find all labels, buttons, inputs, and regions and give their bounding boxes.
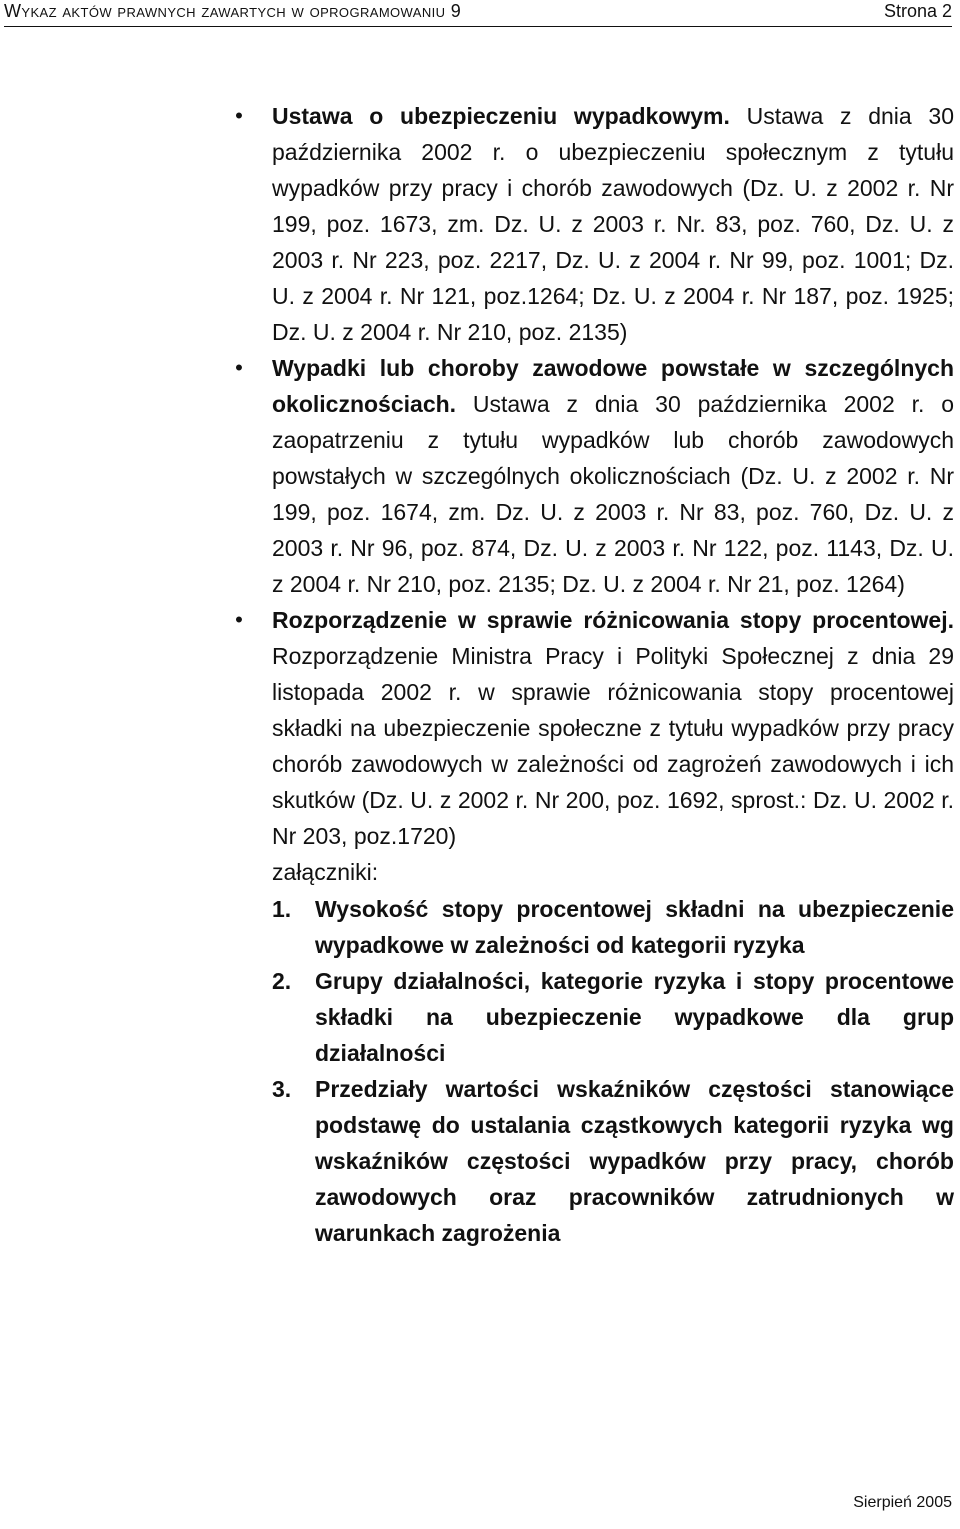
entry-title: Rozporządzenie w sprawie różnicowania stopy procentowej. — [272, 607, 954, 633]
attachments-list — [272, 891, 954, 1251]
attachment-item — [272, 963, 954, 1071]
bullet-icon: • — [235, 607, 243, 632]
entry-body: Ustawa z dnia 30 października 2002 r. o zaopatrzeniu z tytułu wypadków lub chorób zawodowych powstałych w szczególnych okolicznościach (Dz. U. z 2002 r. Nr 199, poz. 1674, zm. Dz. U. z 2003 r. Nr 83, poz. 760, Dz. U. z 2003 r. Nr 96, poz. 874, Dz. U. z 2003 r. Nr 122, poz. 1143, Dz. U. z 2004 r. Nr 210, poz. 2135; Dz. U. z 2004 r. Nr 21, poz. 1264) — [272, 391, 955, 597]
attachment-item — [272, 1071, 954, 1251]
attachment-item — [272, 891, 954, 963]
footer-date: Sierpień 2005 — [853, 1494, 952, 1511]
bullet-icon: • — [235, 103, 243, 128]
entry-title: Ustawa o ubezpieczeniu wypadkowym. — [272, 103, 730, 129]
entry-title: Wypadki lub choroby zawodowe powstałe w szczególnych okolicznościach. — [272, 355, 954, 417]
entry-body: Ustawa z dnia 30 października 2002 r. o ubezpieczeniu społecznym z tytułu wypadków przy pracy i chorób zawodowych (Dz. U. z 2002 r. Nr 199, poz. 1673, zm. Dz. U. z 2003 r. Nr. 83, poz. 760, Dz. U. z 2003 r. Nr 223, poz. 2217, Dz. U. z 2004 r. Nr 99, poz. 1001; Dz. U. z 2004 r. Nr 121, poz.1264; Dz. U. z 2004 r. Nr 187, poz. 1925; Dz. U. z 2004 r. Nr 210, poz. 2135) — [272, 103, 954, 345]
list-item-wypadki-choroby — [235, 350, 955, 602]
item-number: 2. — [272, 968, 292, 994]
bullet-icon: • — [235, 355, 243, 380]
item-text: Przedziały wartości wskaźników częstości stanowiące podstawę do ustalania cząstkowych kategorii ryzyka wg wskaźników częstości wypadków przy pracy, chorób zawodowych oraz pracowników zatrudnionych w warunkach zagrożenia — [315, 1076, 954, 1246]
list-item-rozporzadzenie — [235, 602, 954, 854]
page-header — [4, 0, 952, 27]
list-item-ustawa-ubezpieczenie — [235, 98, 954, 350]
header-title: Wykaz aktów prawnych zawartych w oprogramowaniu 9 — [4, 1, 462, 21]
attachments-label: załączniki: — [272, 859, 379, 885]
item-text: Wysokość stopy procentowej składni na ubezpieczenie wypadkowe w zależności od kategorii ryzyka — [315, 896, 954, 958]
page-number: Strona 2 — [883, 1, 952, 21]
entry-body: Rozporządzenie Ministra Pracy i Polityki Społecznej z dnia 29 listopada 2002 r. w sprawie różnicowania stopy procentowej składki na ubezpieczenie społeczne z tytułu wypadków przy pracy chorób zawodowych w zależności od zagrożeń zawodowych i ich skutków (Dz. U. z 2002 r. Nr 200, poz. 1692, sprost.: Dz. U. 2002 r. Nr 203, poz.1720) — [272, 643, 954, 849]
item-number: 1. — [272, 896, 292, 922]
item-text: Grupy działalności, kategorie ryzyka i stopy procentowe składki na ubezpieczenie wypadkowe dla grup działalności — [315, 968, 954, 1066]
item-number: 3. — [272, 1076, 292, 1102]
document-content — [235, 98, 955, 1251]
